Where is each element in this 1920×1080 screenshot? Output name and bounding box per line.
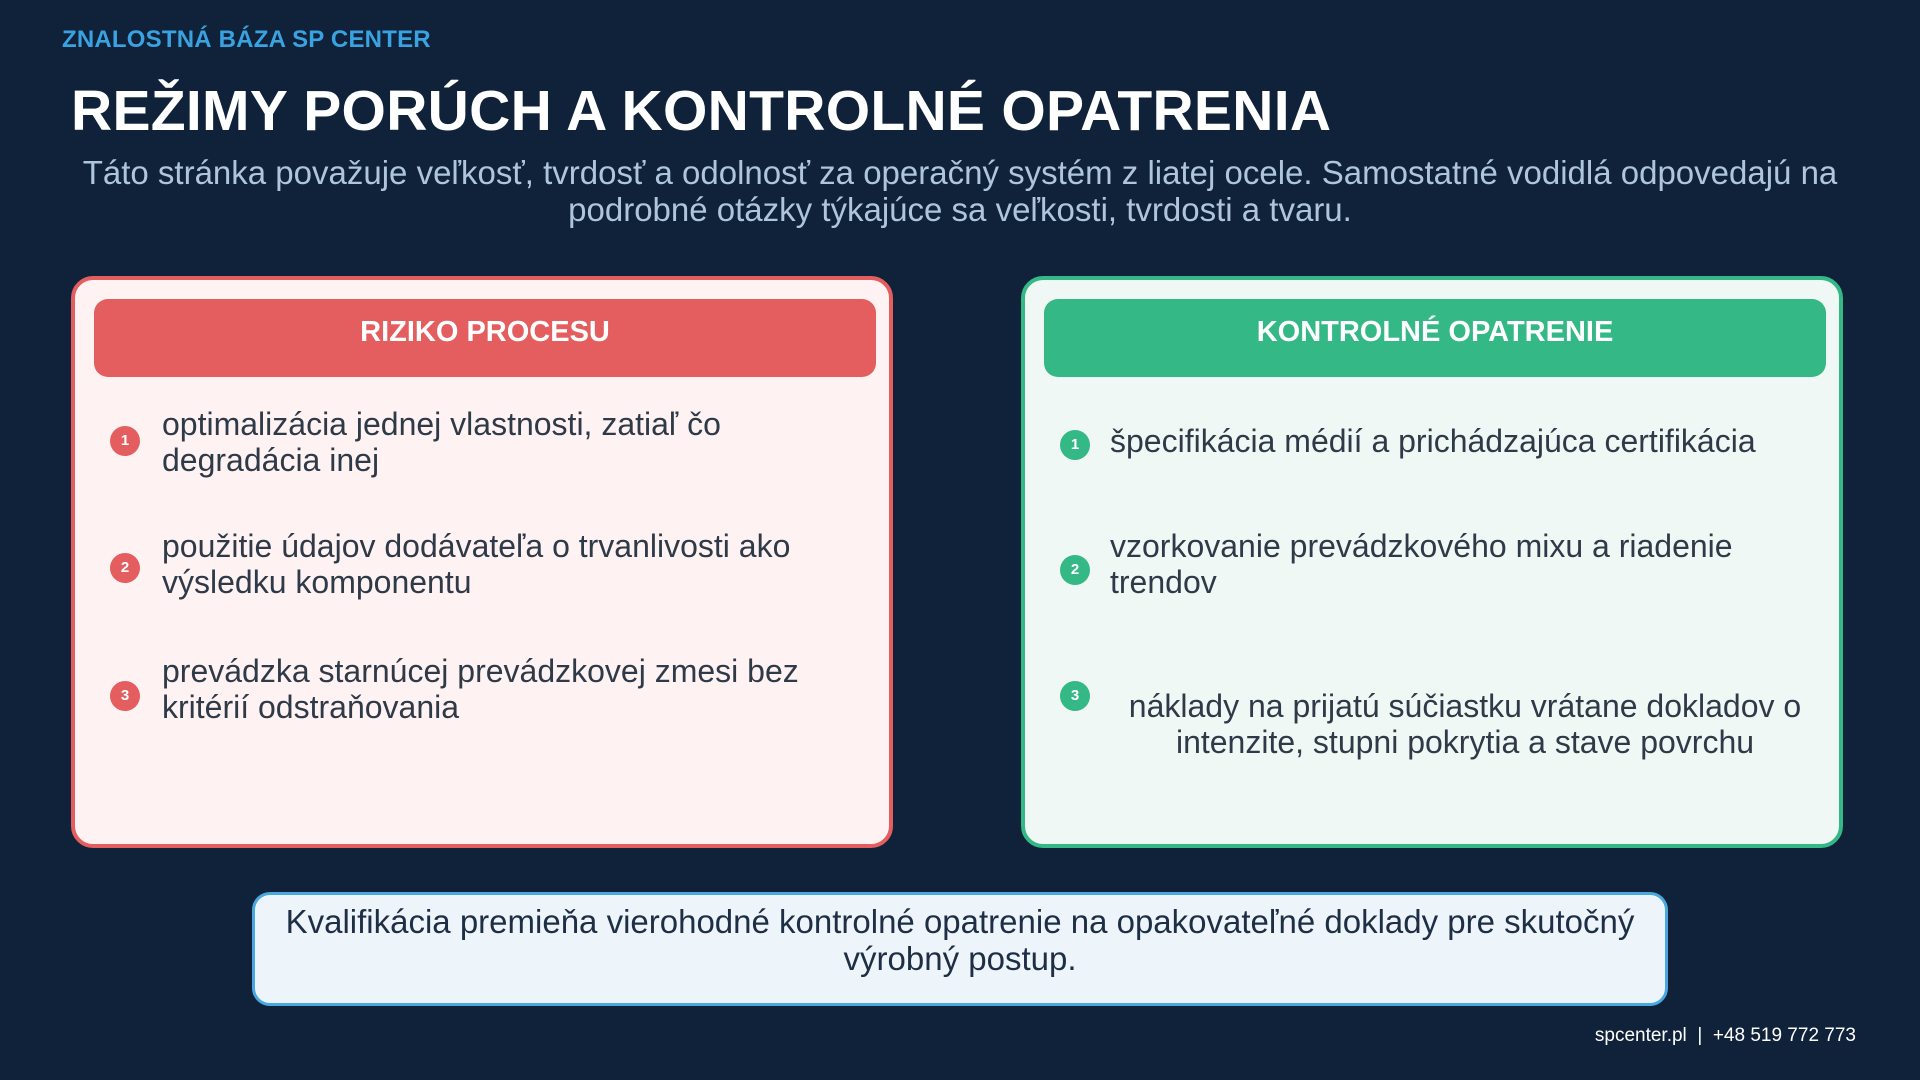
contact-info: spcenter.pl | +48 519 772 773 <box>1594 1025 1856 1046</box>
risk-panel <box>71 276 893 848</box>
control-panel-header: KONTROLNÉ OPATRENIE <box>1044 299 1826 377</box>
risk-item-2-badge: 2 <box>110 553 140 583</box>
risk-item-3-text: prevádzka starnúcej prevádzkovej zmesi bez kritérií odstraňovania <box>162 653 799 725</box>
control-item-2-text: vzorkovanie prevádzkového mixu a riadenie trendov <box>1110 528 1733 600</box>
page-subtitle: Táto stránka považuje veľkosť, tvrdosť a odolnosť za operačný systém z liatej ocele. Samostatné vodidlá odpovedajú na podrobné otázky týkajúce sa veľkosti, tvrdosti a tvaru. <box>82 154 1838 228</box>
control-panel <box>1021 276 1843 848</box>
risk-item-2-text: použitie údajov dodávateľa o trvanlivosti ako výsledku komponentu <box>162 528 791 600</box>
page-title: REŽIMY PORÚCH A KONTROLNÉ OPATRENIA <box>71 79 1332 143</box>
control-item-2-badge: 2 <box>1060 555 1090 585</box>
control-item-1-badge: 1 <box>1060 430 1090 460</box>
brand-label: ZNALOSTNÁ BÁZA SP CENTER <box>62 26 431 53</box>
risk-item-1-text: optimalizácia jednej vlastnosti, zatiaľ čo degradácia inej <box>162 406 721 478</box>
risk-item-3-badge: 3 <box>110 681 140 711</box>
risk-panel-header: RIZIKO PROCESU <box>94 299 876 377</box>
control-item-3-text: náklady na prijatú súčiastku vrátane dokladov o intenzite, stupni pokrytia a stave povrchu <box>1128 688 1802 760</box>
footer-callout <box>252 892 1668 1006</box>
control-item-3-badge: 3 <box>1060 681 1090 711</box>
risk-item-1-badge: 1 <box>110 426 140 456</box>
footer-callout-text: Kvalifikácia premieňa vierohodné kontrolné opatrenie na opakovateľné doklady pre skutočný výrobný postup. <box>285 903 1635 977</box>
control-item-1-text: špecifikácia médií a prichádzajúca certifikácia <box>1110 423 1756 459</box>
